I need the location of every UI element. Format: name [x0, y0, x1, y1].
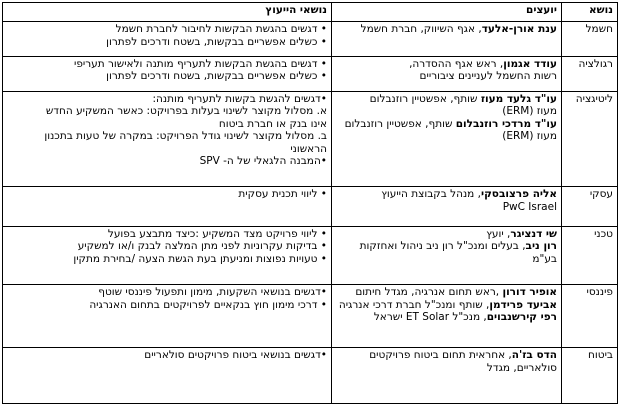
advisor-detail: בע"מ	[532, 252, 557, 265]
topic-cell: פיננסי	[562, 285, 618, 348]
subject-line: • טעויות נפוצות ומניעתן בעת הגשת הצעה /בחירת מתקין	[73, 252, 327, 265]
advisor-line	[336, 311, 557, 324]
subjects-cell	[3, 187, 332, 227]
advisor-name: עודד אגמון	[503, 57, 557, 70]
advisor-detail: , בעלים ומנכ"ל רון ניב ניהול ואחזקות	[359, 240, 526, 253]
advisor-line	[336, 118, 557, 131]
advisor-line	[336, 23, 557, 36]
header-advisors: יועצים	[332, 3, 562, 22]
advisor-name: רפי קירשנבוים	[486, 311, 557, 324]
advisor-detail: שותף, אפשטיין רוזנבלום	[344, 117, 456, 130]
advisor-line	[336, 105, 557, 118]
advisor-detail: PwC Israel	[502, 200, 557, 213]
subject-line: ב. מסלול מקוצר לשינוי גודל הפרויקט: במקרה של טעות בתכנון	[44, 130, 327, 143]
advisor-name: עו"ד מרדכי רוזנבלום	[455, 117, 557, 130]
advisor-detail: , אחראית תחום ביטוח פרויקטים	[369, 349, 512, 362]
topic-cell: טכני	[562, 226, 618, 284]
advisors-cell	[332, 187, 562, 227]
subjects-cell	[3, 22, 332, 57]
advisor-line	[336, 240, 557, 253]
advisor-line	[336, 362, 557, 375]
advisor-name: אופיר דורון	[502, 286, 557, 299]
subjects-cell	[3, 56, 332, 91]
subject-line: אינו בנק או חברת ביטוח	[218, 117, 327, 130]
advisors-cell	[332, 348, 562, 404]
advisor-line	[336, 201, 557, 214]
topic-cell: ליטיגציה	[562, 91, 618, 187]
advisors-cell	[332, 22, 562, 57]
advisor-detail: שותף, אפשטיין רוזנבלום	[369, 92, 481, 105]
advisor-detail: מעוז (ERM)	[502, 105, 557, 118]
topic-cell: ביטוח	[562, 348, 618, 404]
subject-line: • כשלים אפשריים בבקשות, בשטח ודרכים לפתרון	[106, 70, 327, 83]
advisor-detail: , מנהל בקבוצת הייעוץ	[381, 188, 481, 201]
advisor-detail: , ראש אגף ההסדרה,	[409, 57, 504, 70]
advisor-line	[336, 70, 557, 83]
advisor-name: אליה פרצובסקי	[480, 188, 557, 201]
header-topic: נושא	[562, 3, 618, 22]
table-row	[3, 285, 618, 348]
advisor-name: אביעד פרידמן	[489, 298, 557, 311]
subject-line: • דגשים בהגשת הבקשות לחיבור לחברת חשמל	[115, 23, 327, 35]
subject-line: • כשלים אפשריים בבקשות, בשטח ודרכים לפתרון	[106, 35, 327, 48]
subjects-cell	[3, 226, 332, 284]
advisor-line	[336, 93, 557, 106]
subject-line: הראשוני	[290, 142, 327, 155]
subject-line: • ליווי תכנית עסקית	[238, 188, 327, 201]
topic-cell: רגולציה	[562, 56, 618, 91]
advisor-line	[336, 228, 557, 241]
subject-line: • דגשים בהגשת הבקשות לתעריף מותנה ולאישור תעריפי	[73, 57, 327, 70]
advisor-detail: סולאריים, מגדל	[486, 361, 557, 374]
advisor-name: רון ניב	[525, 240, 557, 253]
advisors-cell	[332, 91, 562, 187]
subject-line: א. מסלול מקוצר לשינוי בעלות בפרויקט: כאשר המשקיע החדש	[45, 105, 327, 118]
advisor-name: הדס בז'ה	[511, 349, 557, 362]
table-row	[3, 91, 618, 187]
table-row	[3, 226, 618, 284]
table-row	[3, 56, 618, 91]
advisor-detail: , שותף ומנכ"ל חברת דרכי אנרגיה	[338, 298, 490, 311]
advisor-line	[336, 286, 557, 299]
advisor-line	[336, 58, 557, 71]
advisor-detail: , מנכ"ל ET Solar ישראל	[373, 311, 487, 324]
advisor-line	[336, 130, 557, 143]
advisors-table	[2, 2, 618, 404]
header-subjects: נושאי הייעוץ	[3, 3, 332, 22]
advisor-detail: רשות החשמל לעניינים ציבוריים	[419, 70, 557, 83]
advisor-name: שי דנציגר	[510, 227, 557, 240]
table-row	[3, 22, 618, 57]
advisor-detail: ,ראש תחום אנרגיה, מגדל חיתום	[355, 286, 503, 299]
advisor-detail: מעוז (ERM)	[502, 130, 557, 143]
subject-line: •המבנה הלגאלי של ה- SPV	[199, 155, 327, 168]
table-row	[3, 187, 618, 227]
advisor-detail: , אגף השיווק, חברת חשמל	[360, 23, 482, 35]
subjects-cell	[3, 348, 332, 404]
advisor-detail: , יועץ	[486, 227, 511, 240]
advisor-name: עו"ד גלעד מעוז	[480, 92, 557, 105]
topic-cell: חשמל	[562, 22, 618, 57]
subjects-cell	[3, 285, 332, 348]
subject-line: •דגשים בנושאי השקעות, מימון ותפעול פיננסי שוטף	[98, 286, 327, 299]
advisor-line	[336, 253, 557, 266]
advisors-cell	[332, 56, 562, 91]
topic-cell: עסקי	[562, 187, 618, 227]
subject-line: • בדיקות עקרוניות לפני מתן המלצה לבנק ו/או למשקיע	[77, 240, 327, 253]
subject-line: • ליווי פרויקט מצד המשקיע :כיצד מתבצע בפועל	[107, 227, 327, 240]
subject-line: • דרכי מימון חוץ בנקאיים לפרויקטים בתחום האנרגיה	[89, 298, 327, 311]
advisor-name: ענת אורן-אלעד	[481, 23, 557, 35]
advisors-cell	[332, 226, 562, 284]
subjects-cell	[3, 91, 332, 187]
subject-line: •דגשים בנושאי ביטוח פרויקטים סולאריים	[144, 349, 327, 362]
header-row	[3, 3, 618, 22]
subject-line: •דגשים להגשת בקשות לתעריף מותנה:	[152, 92, 327, 105]
advisor-line	[336, 349, 557, 362]
advisor-line	[336, 188, 557, 201]
table-row	[3, 348, 618, 404]
advisor-line	[336, 299, 557, 312]
advisors-cell	[332, 285, 562, 348]
